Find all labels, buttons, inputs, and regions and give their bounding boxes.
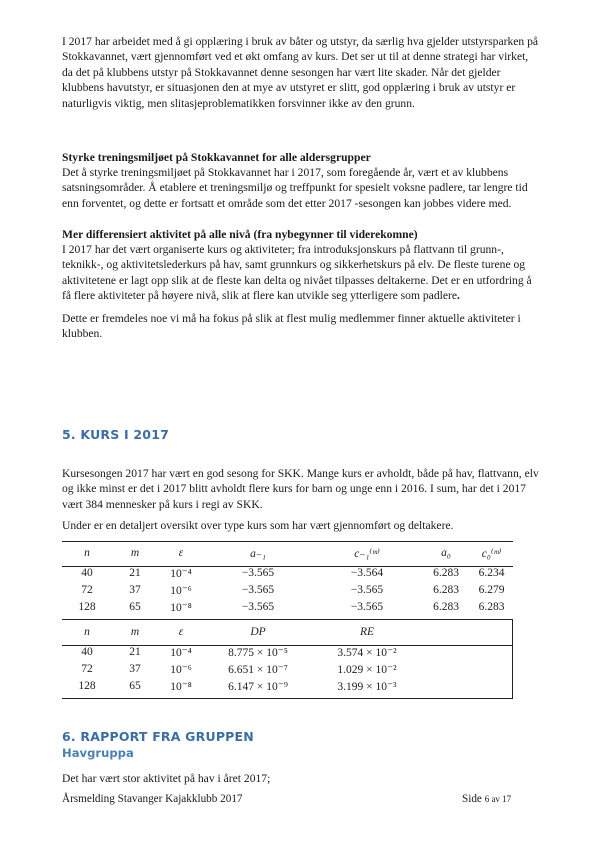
subsection-havgruppa: Havgruppa bbox=[62, 746, 134, 760]
table-2-header: ε bbox=[178, 626, 184, 638]
table-cell: 6.283 bbox=[433, 583, 459, 596]
table-row bbox=[62, 598, 513, 615]
table-cell: 40 bbox=[81, 566, 93, 579]
table-cell: 21 bbox=[129, 645, 141, 658]
table-cell: −3.565 bbox=[241, 600, 275, 613]
table-cell: 65 bbox=[129, 600, 141, 613]
table-cell: −3.565 bbox=[241, 583, 275, 596]
table-cell: 1.029 × 10⁻² bbox=[337, 663, 397, 676]
footer-title: Årsmelding Stavanger Kajakklubb 2017 bbox=[62, 793, 243, 805]
section-6-title: 6. RAPPORT FRA GRUPPEN bbox=[62, 729, 254, 744]
table-cell-empty bbox=[422, 677, 513, 694]
table-cell: 6.147 × 10⁻⁹ bbox=[228, 680, 288, 693]
table-2-header: n bbox=[84, 626, 90, 638]
body-treningsmiljo: Det å styrke treningsmiljøet på Stokkavannet har i 2017, som foregående år, vært et av klubbens satsningsområder. Å etablere et treningsmiljø og treffpunkt for spesielt voksne padlere, tar lengre tid enn forventet, og dette er fortsatt et område som det etter 2017 -sesongen kan jobbes videre med. bbox=[62, 166, 528, 210]
table-2-header-rule bbox=[62, 645, 513, 646]
table-row bbox=[62, 660, 513, 677]
table-2-header: m bbox=[130, 626, 140, 638]
footer-side-label: Side bbox=[462, 793, 482, 805]
table-2-header-empty bbox=[422, 621, 513, 643]
table-cell: 10⁻⁶ bbox=[170, 584, 192, 597]
table-cell: 10⁻⁴ bbox=[170, 567, 192, 580]
table-1-header: c₋₁⁽ᵐ⁾ bbox=[354, 548, 380, 560]
table-1-header: m bbox=[130, 547, 140, 559]
table-cell: 37 bbox=[129, 662, 141, 675]
table-1-header: a₀ bbox=[441, 547, 451, 559]
table-cell-empty bbox=[422, 660, 513, 677]
body-fokus: Dette er fremdeles noe vi må ha fokus på slik at flest mulig medlemmer finner aktuelle aktiviteter i klubben. bbox=[62, 312, 521, 341]
table-cell: 40 bbox=[81, 645, 93, 658]
heading-treningsmiljo: Styrke treningsmiljøet på Stokkavannet for alle aldersgrupper bbox=[62, 151, 371, 164]
table-cell: 21 bbox=[129, 566, 141, 579]
table-1-header: a₋₁ bbox=[250, 548, 266, 560]
table-cell: 128 bbox=[78, 679, 96, 692]
table-cell: 6.279 bbox=[478, 583, 505, 596]
table-2-bottom-rule bbox=[62, 698, 513, 699]
table-cell: 72 bbox=[81, 662, 93, 675]
table-1-header-row bbox=[62, 542, 513, 564]
table-1-header: n bbox=[84, 547, 90, 559]
table-cell: 6.234 bbox=[478, 566, 505, 579]
body-differensiert-text: I 2017 har det vært organiserte kurs og aktiviteter; fra introduksjonskurs på flattvann til grunn-, teknikk-, og aktivitetslederkurs på hav, samt grunnkurs og sikkerhetskurs på elv. De fleste turene og aktivitetene er lagt opp slik at de fleste kan delta og nivået tilpasses deltakerne. Det er en utfordring å få flere aktiviteter på høyere nivå, slik at flere kan utvikle seg ytterligere som padlere bbox=[62, 243, 532, 303]
table-cell: 65 bbox=[129, 679, 141, 692]
table-cell: 3.199 × 10⁻³ bbox=[337, 680, 397, 693]
course-table-1 bbox=[62, 542, 513, 615]
table-cell: 128 bbox=[78, 600, 96, 613]
table-cell: 10⁻⁸ bbox=[170, 680, 192, 693]
footer-page-number bbox=[462, 793, 511, 805]
table-cell: −3.565 bbox=[350, 600, 384, 613]
table-cell: 10⁻⁶ bbox=[170, 663, 192, 676]
section-5-paragraph-1: Kursesongen 2017 har vært en god sesong for SKK. Mange kurs er avholdt, både på hav, flattvann, elv og ikke minst er det i 2017 blitt avholdt flere kurs for barn og unge enn i 2016. I sum, har det i 2017 vært 384 mennesker på kurs i regi av SKK. bbox=[62, 467, 539, 511]
section-6-paragraph-1: Det har vært stor aktivitet på hav i året 2017; bbox=[62, 772, 271, 785]
section-5-paragraph-2: Under er en detaljert oversikt over type kurs som har vært gjennomført og deltakere. bbox=[62, 519, 454, 532]
body-differensiert-aktivitet bbox=[62, 242, 540, 304]
table-cell: 72 bbox=[81, 583, 93, 596]
table-cell: 6.283 bbox=[478, 600, 505, 613]
table-cell: 37 bbox=[129, 583, 141, 596]
table-cell: 6.283 bbox=[433, 600, 459, 613]
table-cell: −3.565 bbox=[241, 566, 275, 579]
table-cell: 10⁻⁸ bbox=[170, 601, 192, 614]
table-1-header-rule bbox=[62, 566, 513, 567]
table-row bbox=[62, 677, 513, 694]
table-2-right-border bbox=[512, 619, 513, 699]
heading-differensiert-aktivitet: Mer differensiert aktivitet på alle nivå (fra nybegynner til viderekomne) bbox=[62, 228, 418, 241]
table-cell: −3.564 bbox=[350, 566, 384, 579]
body-differensiert-period: . bbox=[457, 289, 460, 303]
table-cell: −3.565 bbox=[350, 583, 384, 596]
table-1-header: ε bbox=[178, 547, 184, 559]
table-row bbox=[62, 581, 513, 598]
course-table-2 bbox=[62, 621, 513, 694]
table-1-header: c₀⁽ᵐ⁾ bbox=[481, 548, 502, 560]
table-2-header: DP bbox=[250, 626, 266, 638]
intro-paragraph: I 2017 har arbeidet med å gi opplæring i bruk av båter og utstyr, da særlig hva gjelder utstyrsparken på Stokkavannet, vært gjennomført ved et økt omfang av kurs. Det ser ut til at denne strategi har virket, da det på klubbens utstyr på Stokkavannet denne sesongen har vært lite skader. Når det gjelder klubbens havutstyr, er situasjonen den at mye av utstyret er slitt, god opplæring i bruk av utstyr er naturligvis viktig, men slitasjeproblematikken forsvinner ikke av den grunn. bbox=[62, 35, 539, 110]
table-cell: 6.651 × 10⁻⁷ bbox=[228, 663, 288, 676]
table-cell: 8.775 × 10⁻⁵ bbox=[228, 646, 288, 659]
section-5-title: 5. KURS I 2017 bbox=[62, 427, 169, 442]
footer-page-of: 6 av 17 bbox=[484, 794, 512, 804]
table-cell: 3.574 × 10⁻² bbox=[337, 646, 397, 659]
table-2-header-row bbox=[62, 621, 513, 643]
table-cell: 6.283 bbox=[433, 566, 459, 579]
table-2-header: RE bbox=[359, 626, 375, 638]
table-cell: 10⁻⁴ bbox=[170, 646, 192, 659]
